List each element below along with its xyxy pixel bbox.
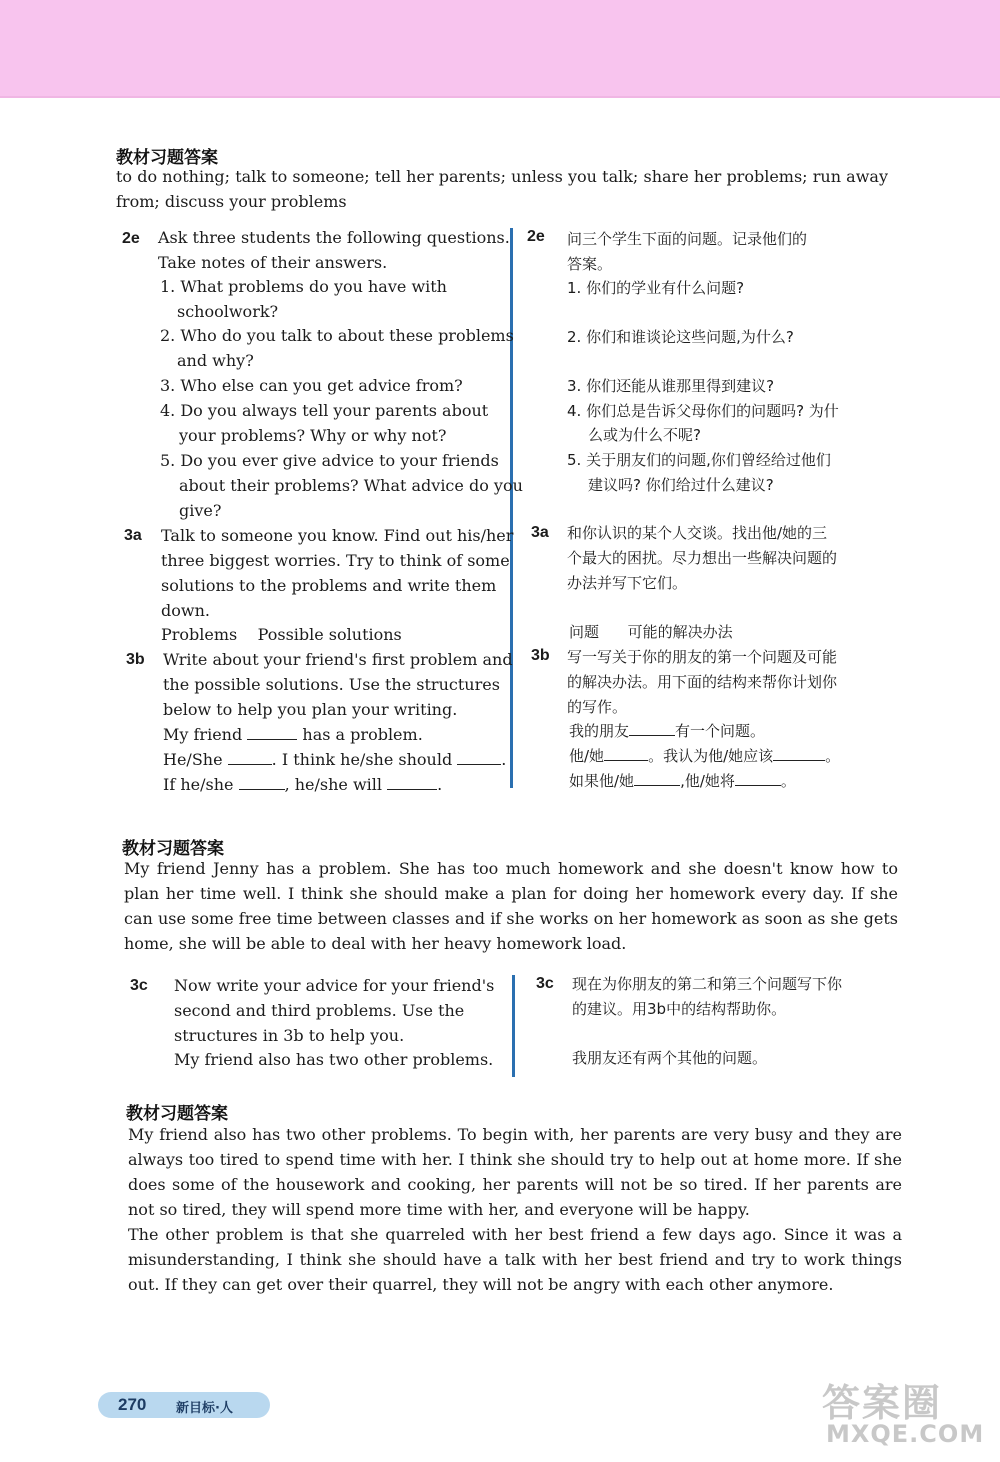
text-line: Write about your friend's first problem and [163,650,513,669]
text-line: Now write your advice for your friend's [174,976,495,995]
text-line: structures in 3b to help you. [174,1026,405,1045]
text-line-cn: 写一写关于你的朋友的第一个问题及可能 [567,648,838,666]
page-footer-badge [98,1392,270,1418]
column-divider-3c [512,975,515,1077]
text-line-cn: 答案。 [567,255,613,273]
text-line-cn: 建议吗? 你们给过什么建议? [588,476,774,494]
text-line-cn: 的解决办法。用下面的结构来帮你计划你 [567,673,838,691]
text-line: give? [179,501,222,520]
text-line: about their problems? What advice do you [179,476,523,495]
text-line: 3. Who else can you get advice from? [160,376,463,395]
text-line-cn: 5. 关于朋友们的问题,你们曾经给过他们 [567,451,831,469]
text-line: 2. Who do you talk to about these problems [160,326,514,345]
answer-text-1: to do nothing; talk to someone; tell her parents; unless you talk; share her problems; run away from; discuss your problems [116,167,888,211]
text-line: and why? [177,351,254,370]
text-line: Take notes of their answers. [158,253,388,272]
fill-blank [228,750,272,765]
answer-text-2: My friend Jenny has a problem. She has too much homework and she doesn't know how to plan her time well. I think she should make a plan for doing her homework every day. If she can use some free time between classes and if she works on her homework as soon as she gets home, she will be able to deal with her heavy homework load. [124,859,898,953]
text-line: second and third problems. Use the [174,1001,465,1020]
text-line-cn: 3. 你们还能从谁那里得到建议? [567,377,775,395]
text-line-cn: 办法并写下它们。 [567,574,688,592]
exercise-number-2e: 2e [122,230,140,247]
exercise-number-3b: 3b [126,651,145,668]
exercise-number-3b-cn: 3b [531,647,550,664]
answer-heading-1: 教材习题答案 [116,148,218,168]
answer-text-3a: My friend also has two other problems. To begin with, her parents are very busy and they are always too tired to spend time with her. I think she should try to help out at home more. If she does some of the housework and cooking, her parents will not be so tired. If her parents are not so tired, they will spend more time with her, and everyone will be happy. [128,1125,902,1219]
writing-frame-line-cn-3: 如果他/她 ,他/她将 。 [569,772,796,790]
exercise-number-3c: 3c [130,977,148,994]
writing-frame-line-cn-2: 他/她 。我认为他/她应该 。 [569,747,841,765]
exercise-number-3a-cn: 3a [531,524,549,541]
text-line: Ask three students the following questions. [158,228,510,247]
site-watermark: 答案圈 MXQE.COM [822,1381,985,1448]
text-line-cn: 问三个学生下面的问题。记录他们的 [567,230,808,248]
text-line-cn: 个最大的困扰。尽力想出一些解决问题的 [567,549,838,567]
fill-blank [239,775,285,790]
text-line: 5. Do you ever give advice to your friends [160,451,499,470]
text-line-cn: 的建议。用3b中的结构帮助你。 [572,1000,787,1018]
text-line-cn: 现在为你朋友的第二和第三个问题写下你 [572,975,843,993]
text-line: down. [161,601,210,620]
text-line-cn: 的写作。 [567,698,628,716]
text-line: your problems? Why or why not? [179,426,447,445]
writing-frame-line-2: He/She . I think he/she should . [163,750,507,769]
exercise-number-2e-cn: 2e [527,228,545,245]
text-line-cn: 1. 你们的学业有什么问题? [567,279,745,297]
writing-frame-line-1: My friend has a problem. [163,725,423,744]
text-line: My friend also has two other problems. [174,1050,494,1069]
fill-blank [457,750,501,765]
top-decor-band [0,0,1000,98]
page-number: 270 [118,1395,147,1414]
text-line: Talk to someone you know. Find out his/her [161,526,514,545]
text-line: 4. Do you always tell your parents about [160,401,489,420]
text-line: Problems Possible solutions [161,625,402,644]
text-line-cn: 么或为什么不呢? [588,426,701,444]
text-line: below to help you plan your writing. [163,700,458,719]
fill-blank [634,771,680,786]
text-line: 1. What problems do you have with [160,277,447,296]
book-label: 新目标·人 [176,1401,233,1416]
fill-blank [629,721,675,736]
fill-blank [604,746,648,761]
text-line-cn: 和你认识的某个人交谈。找出他/她的三 [567,524,828,542]
fill-blank [247,725,297,740]
exercise-number-3c-cn: 3c [536,975,554,992]
text-line: three biggest worries. Try to think of some [161,551,510,570]
exercise-number-3a: 3a [124,527,142,544]
fill-blank [735,771,781,786]
text-line: schoolwork? [177,302,279,321]
text-line-cn: 2. 你们和谁谈论这些问题,为什么? [567,328,794,346]
column-divider [510,228,513,788]
writing-frame-line-3: If he/she , he/she will . [163,775,443,794]
writing-frame-line-cn-1: 我的朋友 有一个问题。 [569,722,766,740]
answer-heading-2: 教材习题答案 [122,839,224,859]
answer-text-3b: The other problem is that she quarreled with her best friend a few days ago. Since it was a misunderstanding, I think she should have a talk with her best friend and try to work things out. If they can get over their quarrel, they will not be angry with each other anymore. [128,1225,902,1294]
text-line: the possible solutions. Use the structures [163,675,500,694]
text-line-cn: 问题 可能的解决办法 [569,623,733,641]
text-line-cn: 我朋友还有两个其他的问题。 [572,1049,768,1067]
fill-blank [773,746,825,761]
answer-heading-3: 教材习题答案 [126,1104,228,1124]
text-line: solutions to the problems and write them [161,576,497,595]
text-line-cn: 4. 你们总是告诉父母你们的问题吗? 为什 [567,402,839,420]
fill-blank [387,775,437,790]
